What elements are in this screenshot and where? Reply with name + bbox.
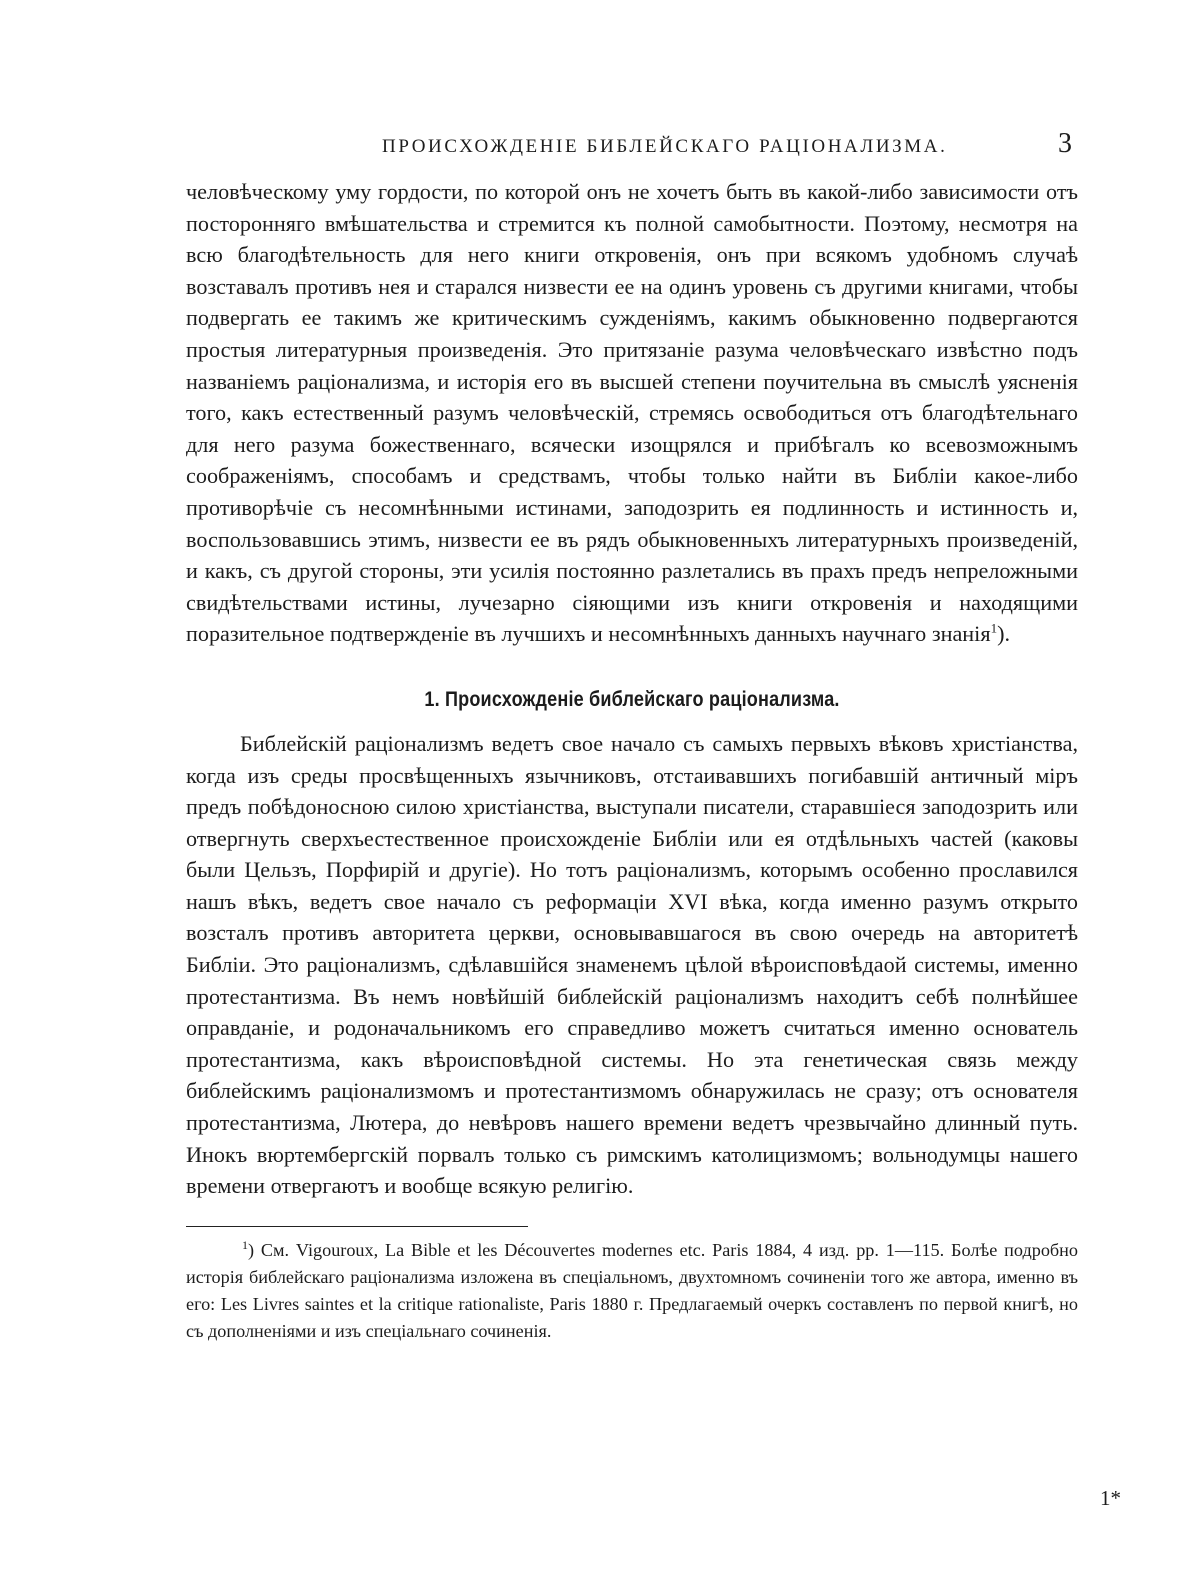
- footnote-reference: 1: [990, 620, 998, 636]
- footnote-separator: [186, 1226, 528, 1227]
- intro-paragraph: [186, 176, 1078, 650]
- page-number: 3: [1058, 128, 1072, 159]
- footnote-text: ) См. Vigouroux, La Bible et les Découvertes modernes etc. Paris 1884, 4 изд. pp. 1—115. Болѣе подробно исторія библейскаго раціонализма изложена въ спеціальномъ, двухтомномъ сочиненіи того же автора, именно въ его: Les Livres saintes et la critique rationaliste, Paris 1880 г. Предлагаемый очеркъ составленъ по первой книгѣ, но съ дополненіями и изъ спеціальнаго сочиненія.: [186, 1239, 1078, 1341]
- book-page: [186, 128, 1078, 1345]
- footnote: [186, 1237, 1078, 1345]
- section-heading: 1. Происхожденіе библейскаго раціонализма.: [424, 687, 840, 711]
- footnote-marker: 1: [242, 1237, 248, 1252]
- running-head: [186, 128, 1078, 168]
- section-paragraph: Библейскій раціонализмъ ведетъ свое начало съ самыхъ первыхъ вѣковъ христіанства, когда изъ среды просвѣщенныхъ язычниковъ, отстаивавшихъ погибавшій античный міръ предъ побѣдоносною силою христіанства, выступали писатели, старавшіеся заподозрить или отвергнуть сверхъестественное происхожденіе Библіи или ея отдѣльныхъ частей (каковы были Цельзъ, Порфирій и другіе). Но тотъ раціонализмъ, которымъ особенно прославился нашъ вѣкъ, ведетъ свое начало съ реформаціи XVI вѣка, когда именно разумъ открыто возсталъ противъ авторитета церкви, основывавшагося въ свою очередь на авторитетѣ Библіи. Это раціонализмъ, сдѣлавшійся знаменемъ цѣлой вѣроисповѣдаой системы, именно протестантизма. Въ немъ новѣйшій библейскій раціонализмъ находитъ себѣ полнѣйшее оправданіе, и родоначальникомъ его справедливо можетъ считаться именно основатель протестантизма, какъ вѣроисповѣдной системы. Но эта генетическая связь между библейскимъ раціонализмомъ и протестантизмомъ обнаружилась не сразу; отъ основателя протестантизма, Лютера, до невѣровъ нашего времени ведетъ чрезвычайно длинный путь. Инокъ вюртембергскій порвалъ только съ римскимъ католицизмомъ; вольнодумцы нашего времени отвергаютъ и вообще всякую религію.: [186, 730, 1078, 1199]
- running-head-title: ПРОИСХОЖДЕНІЕ БИБЛЕЙСКАГО РАЦІОНАЛИЗМА.: [382, 136, 948, 157]
- intro-paragraph-text: человѣческому уму гордости, по которой онъ не хочетъ быть въ какой-либо зависимости отъ посторонняго вмѣшательства и стремится къ полной самобытности. Поэтому, несмотря на всю благодѣтельность для него книги откровенія, онъ при всякомъ удобномъ случаѣ возставалъ противъ нея и старался низвести ее на одинъ уровень съ другими книгами, чтобы подвергать ее такимъ же критическимъ сужденіямъ, какимъ обыкновенно подвергаются простыя литературныя произведенія. Это притязаніе разума человѣческаго извѣстно подъ названіемъ раціонализма, и исторія его въ высшей степени поучительна въ смыслѣ уясненія того, какъ естественный разумъ человѣческій, стремясь освободиться отъ благодѣтельнаго для него разума божественнаго, всячески изощрялся и прибѣгалъ ко всевозможнымъ соображеніямъ, способамъ и средствамъ, чтобы только найти въ Библіи какое-либо противорѣчіе съ несомнѣнными истинами, заподозрить ея подлинность и истинность и, воспользовавшись этимъ, низвести ее въ рядъ обыкновенныхъ литературныхъ произведеній, и какъ, съ другой стороны, эти усилія постоянно разлетались въ прахъ предъ непреложными свидѣтельствами истины, лучезарно сіяющими изъ книги откровенія и находящими поразительное подтвержденіе въ лучшихъ и несомнѣнныхъ данныхъ научнаго знанія: [186, 179, 1078, 647]
- signature-mark: 1*: [1100, 1486, 1121, 1510]
- intro-paragraph-trailing: ).: [997, 621, 1010, 647]
